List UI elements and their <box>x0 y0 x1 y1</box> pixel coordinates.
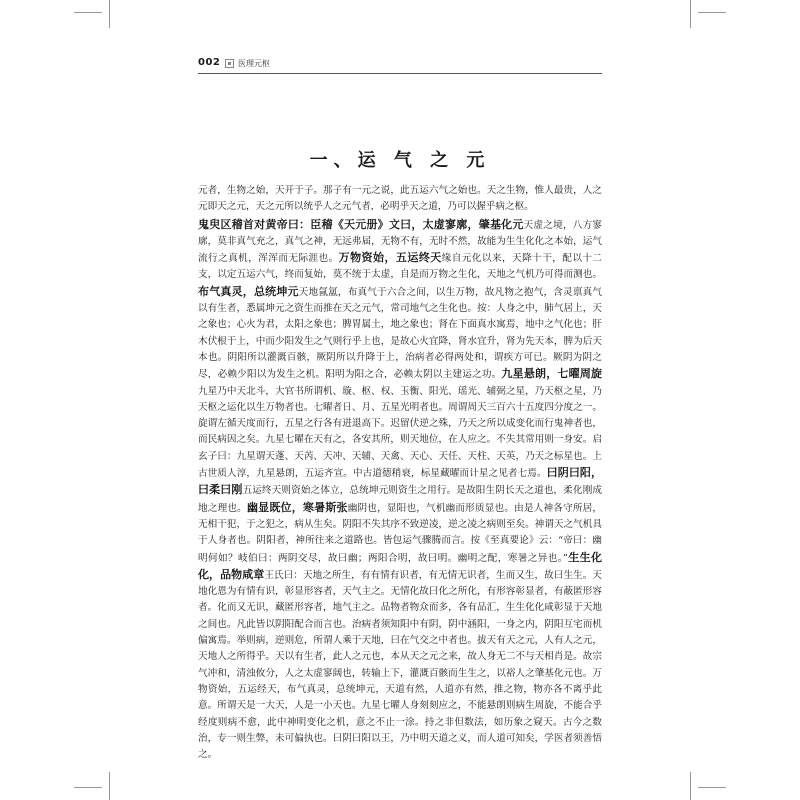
key-phrase: 九星悬朗，七曜周旋 <box>501 367 603 381</box>
crop-mark-top-right <box>690 0 691 28</box>
section-heading: 一、运 气 之 元 <box>309 150 491 171</box>
commentary-text: 王氏曰：天地之所生，有有情有识者，有无情无识者，生而又生，故曰生生。天地化恩为有情有识，彰显形容者，天气主之。无情化故曰化之所化，有形容彰显者，有蔽匿形容者。化而又无识，藏匿形容者，地气主之。品物者物众而多，各有品汇，生生化化咸彰显于天地之间也。凡此皆以阴阳配合而言也。治病者须知阳中有阴，阴中涵阳，一身之内，阴阳互宅而机偏寓焉。举则病，逆则危，所谓人乘于天地，曰在气交之中者也。拔天有天之元，人有人之元，天地人之所得乎。天以有生者，此人之元也，本从天之元之来，故人身无二不与天相肖是。故宗气冲和，清浊攸分，人之太虚寥阔也，转输上下，灌溉百骸而生生之，以裕人之肇基化元也。万物资始，五运经天，布气真灵，总统坤元，天道有然，人道亦有然，推之物，物亦各不离乎此意。所谓天是一大天，人是一小天也。九星七曜人身刻刻应之，不能悬朗则病生周旋，不能合乎经度则病不愈，此中神明变化之机，意之不止一涂。持之非但数法，如历象之窥天。古今之数治，专一则生弊，未可偏执也。曰阴曰阳以王，乃中明天道之义，而人道可知矣，学医者须善悟之。 <box>198 569 603 761</box>
crop-mark-bottom-left <box>109 772 110 800</box>
key-phrase: 生生化化，品物咸章 <box>198 550 603 581</box>
crop-mark-left-bottom-h <box>74 787 102 788</box>
paragraph-2 <box>198 217 602 764</box>
header-rule <box>198 73 602 74</box>
paragraph-1-text: 元者，生物之始，天开于子。那子有一元之说，此五运六气之始也。天之生物，惟人最贵，人之元即天之元，天之元所以统乎人之元气者，必明乎天之道，乃可以握乎病之枢。 <box>198 185 602 213</box>
crop-mark-right-top-h <box>698 12 726 13</box>
body-text <box>198 183 602 764</box>
key-phrase: 曰阴曰阳，曰柔曰刚 <box>198 466 603 497</box>
paragraph-1 <box>198 183 602 216</box>
crop-mark-top-left <box>109 0 110 28</box>
commentary-text: 天虚之境，八方寥廓，莫非真气充之，真气之神，无远弗届，无物不有，无时不然，故能为生生化化之本始，运气流行之真机，浑浑而无际涯也。 <box>198 219 603 265</box>
commentary-text: 九星乃中天北斗，大官书所谓机、璇、枢、权、玉衡、阳光、瑶光、辅弼之星，乃天枢之星，乃天枢之运化以生万物者也。七曜者日、月、五星光明者也。周谓周天三百六十五度四分度之一。旋谓左循天度而行，五星之行各有进退高下。迟留伏逆之殊，乃天之所以成变化而行鬼神者也，而民病因之矣。九星七曜在天有之，各安其所，则天地位，在人应之。不失其常用则一身安。启玄子曰：九星谓天蓬、天芮、天冲、天辅、天禽、天心、天任、天柱、天英，乃天之标星也。上古世质人淳，九星悬朗，五运齐宣。中古道德稍衰，标星藏曜而计星之见者七焉。 <box>198 385 602 480</box>
key-phrase: 鬼臾区稽首对黄帝曰：臣稽《天元册》文曰，太虚寥廓，肇基化元 <box>198 217 524 231</box>
key-phrase: 幽显既位，寒暑斯张 <box>246 500 348 514</box>
commentary-text: 五运终天则资始之体立，总统坤元则资生之用行。是故阳生阴长天之道也，柔化刚成地之理也。 <box>198 485 603 514</box>
key-phrase: 布气真灵，总统坤元 <box>198 284 299 298</box>
commentary-text: 缘自元化以来，天降十干，配以十二支，以定五运六气，终而复始，莫不统于太虚，自是而万物之生化，天地之气机乃可得而测也。 <box>198 253 603 281</box>
commentary-text: 天地氤氲，布真气于六合之间，以生万物，故凡物之抱气，含灵禀真气以有生者，悉属坤元之资生而推在天之元气，常司地气之生化也。按：人身之中，肺气居上，天之象也；心火为君，太阳之象也；脾胃属土，地之象也；肾在下面真水寓焉，地中之气化也；肝木伏根于上，中而少阳发生之气则行乎上也，是故心火宜降，肾水宜升，肾为先天本，脾为后天本也。阴阳所以灌溉百骸，厥阴所以升降于上，治病者必得两处和，谓疾方可已。厥阴为阴之尽，必赖少阳以为发生之机。阳明为阳之合，必赖太阴以主建运之功。 <box>198 286 603 381</box>
crop-mark-bottom-right <box>690 772 691 800</box>
header-ornament-icon <box>225 59 234 68</box>
crop-mark-right-bottom-h <box>698 787 726 788</box>
commentary-text: 幽阴也，显阳也，气机幽而形质显也。由是人神各守所居，无相干犯，于之犯之，病从生矣。阴阳不失其序不致逆凌，逆之凌之病则至矣。神谓天之气机具于人身者也。阴阳者，神所往来之道路也。皆包运气骤腾而言。按《至真要论》云：“帝曰：幽明何如？岐伯曰：两阴交尽，故曰幽；两阳合明，故曰明。幽明之配，寒暑之异也。” <box>198 502 603 564</box>
crop-mark-left-top-h <box>74 12 102 13</box>
running-header <box>198 57 602 73</box>
key-phrase: 万物资始，五运终天 <box>338 251 442 265</box>
page-number: 002 <box>198 57 221 68</box>
book-title: 医理元枢 <box>238 59 270 68</box>
